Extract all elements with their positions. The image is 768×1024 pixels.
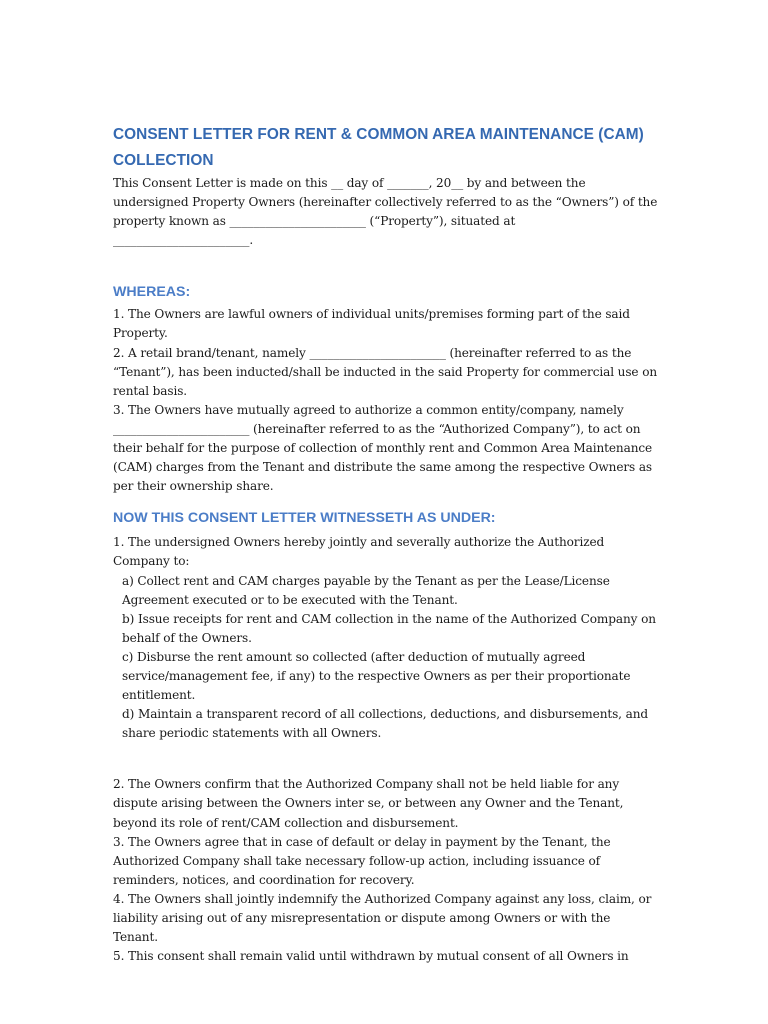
whereas-heading: WHEREAS: — [113, 284, 191, 301]
clause-3: 3. The Owners agree that in case of default or delay in payment by the Tenant, the Authorized Company shall take necessary follow-up action, including issuance of reminders, notices, and coordination for recovery. — [113, 834, 615, 887]
paragraph-spacer — [113, 743, 658, 775]
clause-1-item-d: d) Maintain a transparent record of all collections, deductions, and disbursements, and share periodic statements with all Owners. — [122, 707, 652, 741]
whereas-item: 2. A retail brand/tenant, namely _______________________ (hereinafter referred to as the “Tenant”), has been inducted/shall be inducted in the said Property for commercial use on rental basis. — [113, 345, 661, 398]
document-page — [113, 122, 661, 966]
clause-2: 2. The Owners confirm that the Authorized Company shall not be held liable for any dispute arising between the Owners inter se, or between any Owner and the Tenant, beyond its role of rent/CAM collection and disbursement. — [113, 777, 628, 830]
witness-heading: NOW THIS CONSENT LETTER WITNESSETH AS UNDER: — [113, 510, 496, 527]
clause-1-item-c: c) Disburse the rent amount so collected (after deduction of mutually agreed service/management fee, if any) to the respective Owners as per their proportionate entitlement. — [122, 649, 635, 703]
document-title: CONSENT LETTER FOR RENT & COMMON AREA MAINTENANCE (CAM) COLLECTION — [113, 126, 644, 169]
clause-1: 1. The undersigned Owners hereby jointly and severally authorize the Authorized Company to: — [113, 535, 608, 569]
clause-1-item-b: b) Issue receipts for rent and CAM collection in the name of the Authorized Company on behalf of the Owners. — [122, 611, 660, 645]
clause-1-item-a: a) Collect rent and CAM charges payable by the Tenant as per the Lease/License Agreement executed or to be executed with the Tenant. — [122, 573, 614, 607]
intro-paragraph: This Consent Letter is made on this __ day of _______, 20__ by and between the undersigned Property Owners (hereinafter collectively referred to as the “Owners”) of the property known as _______________________ (“Property”), situated at _______________________. — [113, 176, 661, 248]
whereas-item: 1. The Owners are lawful owners of individual units/premises forming part of the said Property. — [113, 307, 634, 341]
clause-4: 4. The Owners shall jointly indemnify the Authorized Company against any loss, claim, or liability arising out of any misrepresentation or dispute among Owners or with the Tenant. — [113, 891, 656, 945]
clause-5: 5. This consent shall remain valid until withdrawn by mutual consent of all Owners in — [113, 949, 629, 964]
whereas-item: 3. The Owners have mutually agreed to authorize a common entity/company, namely _______________________ (hereinafter referred to as the “Authorized Company”), to act on their behalf for the purpose of collection of monthly rent and Common Area Maintenance (CAM) charges from the Tenant and distribute the same among the respective Owners as per their ownership share. — [113, 402, 656, 494]
